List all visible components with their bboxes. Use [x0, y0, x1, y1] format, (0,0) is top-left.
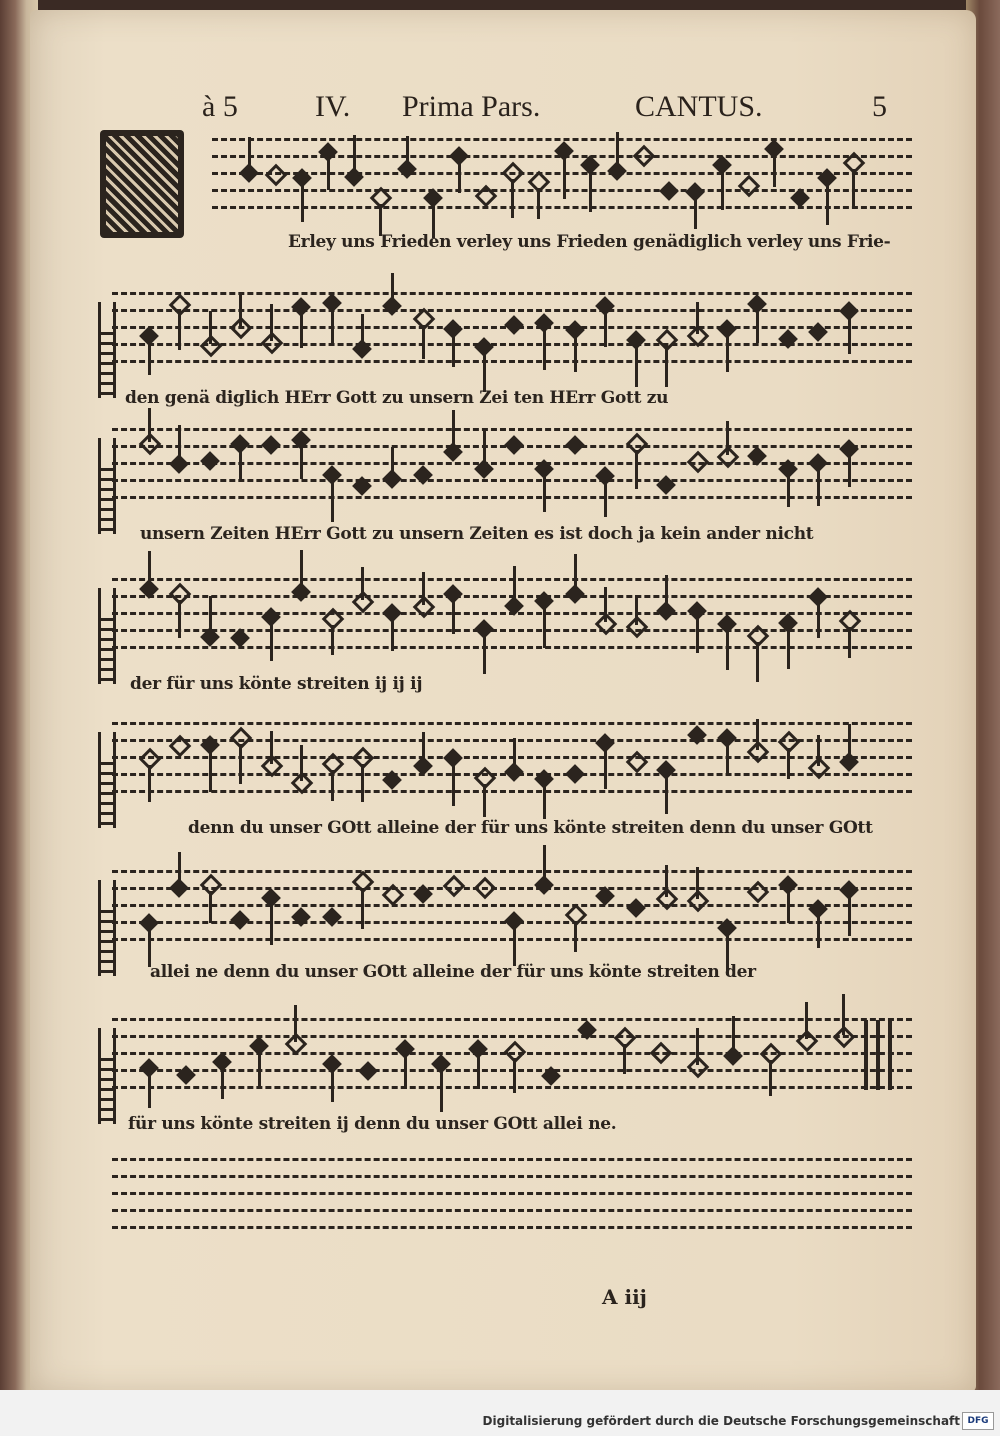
note-stem: [604, 587, 607, 622]
note-stem: [452, 336, 455, 367]
note-stem: [848, 897, 851, 936]
note-stem: [543, 330, 546, 370]
note-stem: [440, 1071, 443, 1112]
note-stem: [258, 1053, 261, 1089]
note-stem: [543, 786, 546, 819]
note-stem: [694, 199, 697, 229]
note-stem: [331, 1071, 334, 1102]
note-stem: [604, 313, 607, 347]
note-stem: [148, 765, 151, 802]
note-stem: [239, 744, 242, 784]
empty-staff-line: [112, 1226, 912, 1229]
note-stem: [270, 624, 273, 661]
note-stem: [696, 1028, 699, 1065]
note-stem: [696, 618, 699, 653]
header-part: Prima Pars.: [402, 90, 541, 123]
note-stem: [422, 732, 425, 765]
note-stem: [574, 554, 577, 593]
note-stem: [513, 738, 516, 771]
note-stem: [787, 630, 790, 669]
note-stem: [452, 410, 455, 451]
lyric-line-5: denn du unser GOtt alleine der für uns könte streiten denn du unser GOtt: [188, 818, 873, 838]
note-stem: [769, 1060, 772, 1096]
note-stem: [604, 483, 607, 517]
note-stem: [513, 566, 516, 605]
note-icon: [565, 435, 585, 455]
note-stem: [248, 137, 251, 172]
note-icon: [737, 175, 760, 198]
note-stem: [483, 431, 486, 468]
note-stem: [665, 777, 668, 814]
note-stem: [483, 636, 486, 674]
note-stem: [787, 748, 790, 779]
funding-credit: Digitalisierung gefördert durch die Deutsche Forschungsgemeinschaft: [482, 1414, 960, 1428]
note-icon: [473, 877, 496, 900]
note-icon: [659, 181, 679, 201]
lyric-line-4: der für uns könte streiten ij ij ij: [130, 674, 423, 694]
note-stem: [852, 169, 855, 207]
note-stem: [331, 482, 334, 522]
note-stem: [848, 318, 851, 354]
note-stem: [209, 311, 212, 344]
note-stem: [148, 408, 151, 442]
note-stem: [726, 336, 729, 372]
lyric-line-6: allei ne denn du unser GOtt alleine der für uns könte streiten der: [150, 962, 756, 982]
note-stem: [665, 865, 668, 897]
note-stem: [300, 447, 303, 479]
note-stem: [848, 456, 851, 487]
note-stem: [178, 425, 181, 463]
note-stem: [483, 784, 486, 817]
note-icon: [565, 764, 585, 784]
empty-staff-line: [112, 1158, 912, 1161]
note-stem: [696, 867, 699, 899]
note-stem: [635, 595, 638, 625]
note-stem: [817, 735, 820, 766]
note-stem: [842, 994, 845, 1035]
note-stem: [178, 311, 181, 350]
note-stem: [574, 921, 577, 952]
note-icon: [265, 164, 288, 187]
note-icon: [625, 751, 648, 774]
note-icon: [504, 315, 524, 335]
footer-band: [0, 1390, 1000, 1436]
ornamental-initial: [100, 130, 184, 238]
empty-staff-line: [112, 1209, 912, 1212]
clef-icon: [98, 588, 124, 684]
note-stem: [826, 185, 829, 225]
note-stem: [270, 304, 273, 341]
note-stem: [353, 135, 356, 176]
note-stem: [239, 293, 242, 326]
note-stem: [787, 476, 790, 507]
signature-mark: A iij: [602, 1285, 647, 1309]
staff: [112, 578, 912, 660]
note-stem: [616, 132, 619, 170]
note-stem: [563, 158, 566, 199]
clef-icon: [98, 1028, 124, 1124]
note-stem: [726, 745, 729, 776]
clef-icon: [98, 438, 124, 534]
note-stem: [511, 179, 514, 218]
note-stem: [483, 354, 486, 392]
note-stem: [391, 273, 394, 305]
note-stem: [209, 891, 212, 923]
note-icon: [632, 145, 655, 168]
note-stem: [726, 631, 729, 670]
note-stem: [721, 172, 724, 210]
note-icon: [443, 875, 466, 898]
clef-icon: [98, 732, 124, 828]
note-stem: [604, 750, 607, 789]
empty-staff-line: [112, 1192, 912, 1195]
note-stem: [817, 604, 820, 638]
note-icon: [504, 435, 524, 455]
note-stem: [178, 852, 181, 887]
staff: [112, 428, 912, 510]
note-stem: [331, 310, 334, 344]
note-stem: [513, 928, 516, 966]
note-stem: [787, 892, 790, 923]
header-page-number: 5: [872, 90, 887, 123]
note-stem: [817, 916, 820, 948]
note-icon: [230, 910, 250, 930]
note-stem: [623, 1044, 626, 1074]
note-stem: [773, 156, 776, 187]
note-icon: [358, 1061, 378, 1081]
note-stem: [805, 1002, 808, 1039]
note-stem: [848, 724, 851, 761]
note-stem: [452, 765, 455, 806]
note-stem: [848, 627, 851, 658]
note-stem: [209, 752, 212, 792]
note-stem: [270, 905, 273, 945]
final-barline: [888, 1020, 892, 1090]
note-icon: [261, 435, 281, 455]
note-stem: [422, 572, 425, 605]
note-stem: [148, 1075, 151, 1108]
note-stem: [537, 188, 540, 219]
note-stem: [331, 770, 334, 801]
note-stem: [756, 719, 759, 750]
note-stem: [300, 745, 303, 781]
note-stem: [589, 172, 592, 212]
note-stem: [543, 608, 546, 648]
header-voices: à 5: [202, 90, 238, 123]
note-stem: [574, 337, 577, 372]
final-barline: [876, 1020, 880, 1090]
header-number: IV.: [315, 90, 351, 123]
note-stem: [756, 311, 759, 343]
clef-icon: [98, 880, 124, 976]
note-stem: [270, 731, 273, 764]
note-stem: [422, 325, 425, 359]
note-icon: [626, 898, 646, 918]
note-stem: [391, 620, 394, 651]
lyric-line-7: für uns könte streiten ij denn du unser GOtt allei ne.: [128, 1114, 617, 1134]
note-stem: [301, 185, 304, 222]
note-stem: [406, 136, 409, 168]
note-stem: [635, 450, 638, 489]
clef-icon: [98, 302, 124, 398]
note-icon: [200, 451, 220, 471]
note-stem: [361, 888, 364, 929]
note-stem: [361, 764, 364, 802]
note-stem: [300, 314, 303, 348]
note-stem: [361, 314, 364, 348]
note-stem: [361, 567, 364, 600]
note-stem: [221, 1069, 224, 1099]
note-stem: [732, 1016, 735, 1055]
staff: [212, 138, 912, 220]
note-stem: [404, 1056, 407, 1089]
note-stem: [696, 302, 699, 334]
note-stem: [327, 159, 330, 190]
dfg-logo: DFG: [962, 1412, 994, 1430]
note-stem: [391, 447, 394, 478]
book-page: [30, 10, 976, 1392]
note-stem: [331, 625, 334, 655]
empty-staff-line: [112, 1175, 912, 1178]
note-stem: [635, 347, 638, 387]
note-stem: [817, 470, 820, 506]
final-barline: [864, 1020, 868, 1090]
header-voice-name: CANTUS.: [635, 90, 763, 123]
note-icon: [747, 881, 770, 904]
note-icon: [686, 451, 709, 474]
note-stem: [452, 601, 455, 634]
note-stem: [756, 642, 759, 682]
lyric-line-2: den genä diglich HErr Gott zu unsern Zei ten HErr Gott zu: [125, 388, 669, 408]
note-stem: [300, 550, 303, 591]
staff: [112, 722, 912, 804]
note-stem: [209, 596, 212, 636]
note-stem: [294, 1005, 297, 1042]
note-stem: [513, 1058, 516, 1093]
note-stem: [178, 600, 181, 638]
staff: [112, 870, 912, 952]
note-stem: [665, 575, 668, 610]
note-stem: [543, 845, 546, 884]
note-stem: [665, 346, 668, 387]
note-icon: [650, 1042, 673, 1065]
lyric-line-3: unsern Zeiten HErr Gott zu unsern Zeiten es ist doch ja kein ander nicht: [140, 524, 814, 544]
note-stem: [458, 163, 461, 193]
note-stem: [477, 1056, 480, 1089]
staff: [112, 292, 912, 374]
note-stem: [148, 551, 151, 588]
note-stem: [543, 476, 546, 512]
note-stem: [239, 451, 242, 481]
note-stem: [726, 421, 729, 455]
staff: [112, 1018, 912, 1100]
note-stem: [148, 343, 151, 375]
lyric-line-1: Erley uns Frieden verley uns Frieden genädiglich verley uns Frie-: [288, 232, 891, 252]
